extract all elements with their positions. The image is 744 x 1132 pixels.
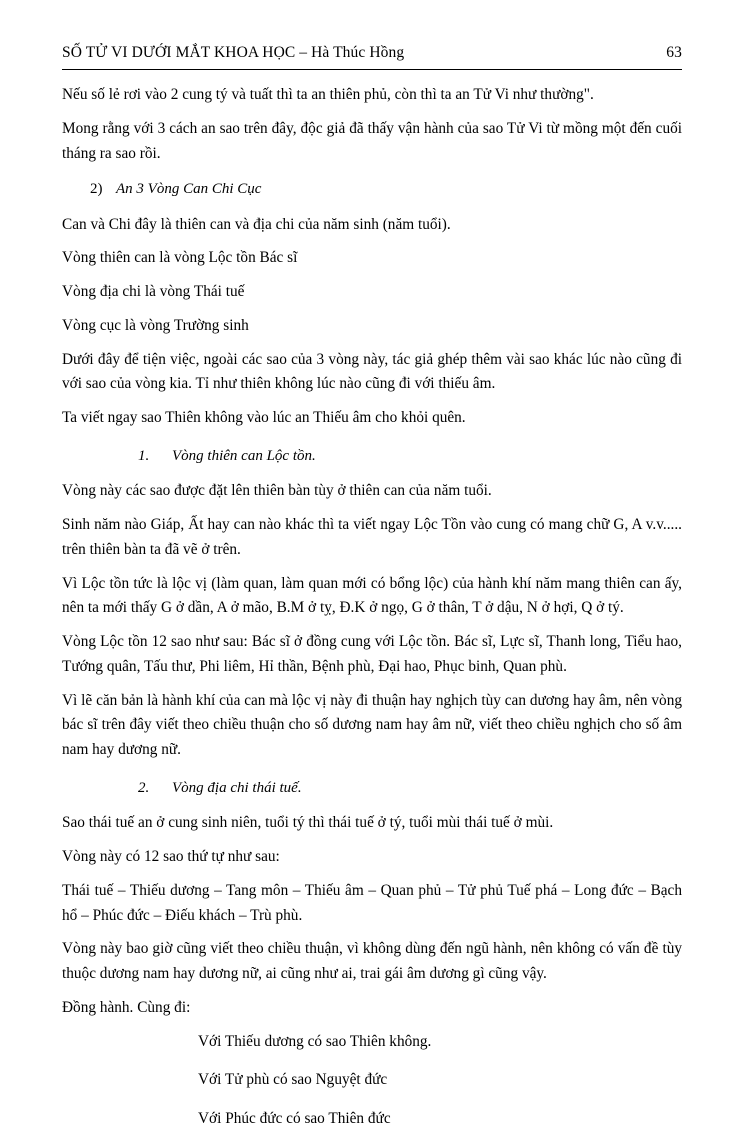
- document-body: [62, 83, 682, 1132]
- paragraph: Vì lẽ căn bản là hành khí của can mà lộc vị này đi thuận hay nghịch tùy can dương hay âm, nên vòng bác sĩ trên đây viết theo chiều thuận cho số dương nam hay âm nữ, viết theo chiều nghịch cho số âm nam hay dương nữ.: [62, 691, 682, 759]
- paragraph: Vòng cục là vòng Trường sinh: [62, 316, 249, 334]
- paragraph: Vòng Lộc tồn 12 sao như sau: Bác sĩ ở đồng cung với Lộc tồn. Bác sĩ, Lực sĩ, Thanh long, Tiểu hao, Tướng quân, Tấu thư, Phi liêm, Hỉ thần, Bệnh phù, Đại hao, Phục binh, Quan phù.: [62, 633, 682, 675]
- subsection-heading: [62, 444, 682, 468]
- paragraph: Vòng này bao giờ cũng viết theo chiều thuận, vì không dùng đến ngũ hành, nên không có vấn đề tùy thuộc dương nam hay dương nữ, ai cũng như ai, trai gái âm dương gì cũng vậy.: [62, 940, 682, 983]
- paragraph: Can và Chi đây là thiên can và địa chi của năm sinh (năm tuổi).: [62, 215, 451, 233]
- section-number: 2): [90, 181, 103, 198]
- list-item: Với Tử phù có sao Nguyệt đức: [198, 1071, 388, 1089]
- paragraph: Vòng thiên can là vòng Lộc tồn Bác sĩ: [62, 249, 298, 267]
- paragraph: Sao thái tuế an ở cung sinh niên, tuổi tý thì thái tuế ở tý, tuổi mùi thái tuế ở mùi.: [62, 814, 554, 832]
- paragraph: Mong rằng với 3 cách an sao trên đây, độc giả đã thấy vận hành của sao Tử Vi từ mồng một đến cuối tháng ra sao rồi.: [62, 119, 682, 162]
- paragraph: Nếu số lẻ rơi vào 2 cung tý và tuất thì ta an thiên phủ, còn thì ta an Tử Vi như thường".: [62, 86, 594, 103]
- paragraph: Vì Lộc tồn tức là lộc vị (làm quan, làm quan mới có bổng lộc) của hành khí năm mang thiên can ấy, nên ta mới thấy G ở dần, A ở mão, B.M ở tỵ, Đ.K ở ngọ, G ở thân, T ở dậu, N ở hợi, Q ở tý.: [62, 574, 682, 617]
- paragraph: Thái tuế – Thiếu dương – Tang môn – Thiếu âm – Quan phủ – Tử phủ Tuế phá – Long đức – Bạch hổ – Phúc đức – Điếu khách – Trù phù.: [62, 881, 682, 924]
- subsection-heading: [62, 776, 682, 800]
- subsection-number: 2.: [138, 779, 150, 796]
- subsection-title: Vòng địa chi thái tuế.: [172, 779, 302, 796]
- list-item: Với Phúc đức có sao Thiên đức: [198, 1110, 391, 1128]
- header-title: SỐ TỬ VI DƯỚI MẮT KHOA HỌC – Hà Thúc Hồng: [62, 44, 405, 61]
- page-header: [62, 44, 682, 62]
- section-title: An 3 Vòng Can Chi Cục: [116, 181, 262, 198]
- list-item: Với Thiếu dương có sao Thiên không.: [198, 1032, 432, 1050]
- paragraph: Vòng này có 12 sao thứ tự như sau:: [62, 847, 280, 865]
- header-divider: [62, 69, 682, 70]
- paragraph: Dưới đây để tiện việc, ngoài các sao của 3 vòng này, tác giả ghép thêm vài sao khác lúc nào cũng đi với sao của vòng kia. Tỉ như thiên không lúc nào cũng đi với thiếu âm.: [62, 350, 682, 393]
- paragraph: Vòng này các sao được đặt lên thiên bàn tùy ở thiên can của năm tuổi.: [62, 482, 492, 500]
- section-heading: [62, 177, 682, 201]
- subsection-title: Vòng thiên can Lộc tồn.: [172, 447, 316, 464]
- paragraph: Đồng hành. Cùng đi:: [62, 998, 191, 1016]
- indented-list: [62, 1030, 682, 1132]
- subsection-number: 1.: [138, 447, 150, 464]
- page-number: 63: [666, 44, 682, 61]
- paragraph: Vòng địa chi là vòng Thái tuế: [62, 283, 245, 301]
- paragraph: Ta viết ngay sao Thiên không vào lúc an Thiếu âm cho khỏi quên.: [62, 409, 466, 427]
- paragraph: Sinh năm nào Giáp, Ất hay can nào khác thì ta viết ngay Lộc Tồn vào cung có mang chữ G, A v.v..... trên thiên bàn ta đã vẽ ở trên.: [62, 516, 682, 558]
